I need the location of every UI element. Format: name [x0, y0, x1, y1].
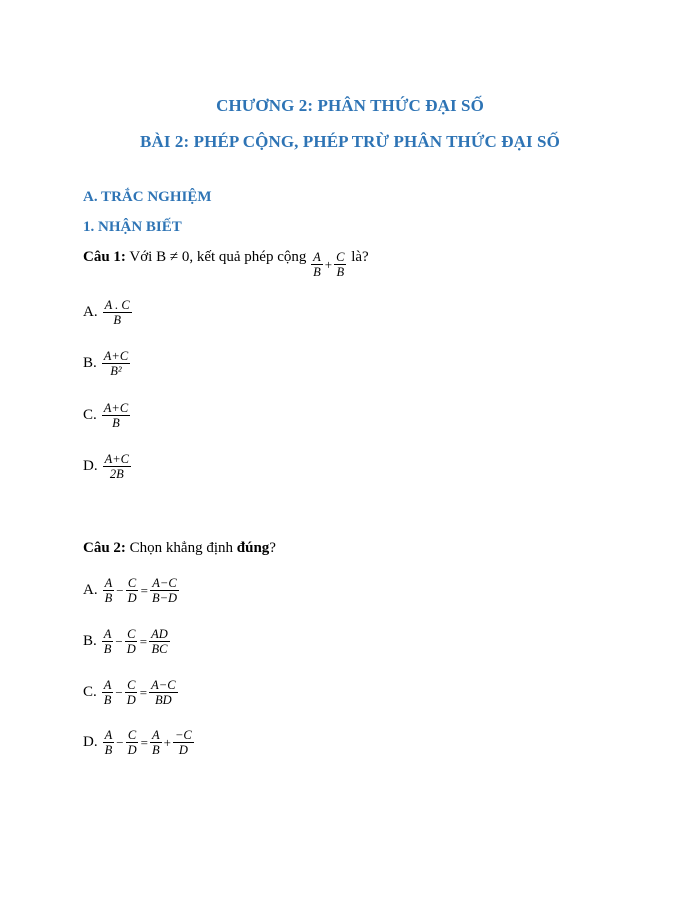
- fraction: $\frac{-C}{D}$: [174, 728, 192, 757]
- fraction: $\frac{A}{B}$: [104, 576, 113, 605]
- q2-option-a[interactable]: A. $\frac{A}{B}$ − $\frac{C}{D}$ = $\frac{A-C}{B-D}$: [83, 576, 180, 605]
- math-expression: $\frac{A}{B}$ − $\frac{C}{D}$ = $\frac{A-C}{B-D}$: [104, 576, 178, 605]
- q1-option-b[interactable]: B. $\frac{A+C}{\text{B²}}$: [83, 349, 129, 378]
- fraction: $\frac{A+C}{\text{B²}}$: [103, 349, 129, 378]
- math-expression: $\frac{A}{B}$ + $\frac{C}{B}$: [313, 250, 345, 279]
- emphasis-word: đúng: [236, 540, 270, 556]
- question-text-end: ?: [269, 540, 276, 556]
- question-text-end: là?: [347, 249, 369, 265]
- question-label: Câu 1:: [83, 249, 126, 265]
- math-expression: $\frac{A}{B}$ − $\frac{C}{D}$ = $\frac{A-C}{BD}$: [103, 678, 176, 707]
- q1-option-c[interactable]: C. $\frac{A+C}{B}$: [83, 401, 129, 430]
- fraction: $\frac{C}{B}$: [336, 250, 345, 279]
- math-expression: $\frac{A}{B}$ − $\frac{C}{D}$ = $\frac{AD}{BC}$: [103, 627, 168, 656]
- fraction: $\frac{A-C}{B-D}$: [151, 576, 178, 605]
- level-heading: 1. NHẬN BIẾT: [83, 219, 182, 235]
- fraction: $\frac{A}{B}$: [151, 728, 160, 757]
- fraction: $\frac{A . C}{B}$: [104, 298, 130, 327]
- question-text: Chọn khẳng định: [125, 540, 237, 556]
- fraction: $\frac{A}{B}$: [103, 627, 112, 656]
- lesson-title: BÀI 2: PHÉP CỘNG, PHÉP TRỪ PHÂN THỨC ĐẠI SỐ: [140, 132, 560, 151]
- fraction: $\frac{A}{B}$: [103, 678, 112, 707]
- chapter-title: CHƯƠNG 2: PHÂN THỨC ĐẠI SỐ: [216, 96, 484, 115]
- fraction: $\frac{C}{D}$: [126, 678, 136, 707]
- fraction: $\frac{A+C}{B}$: [103, 401, 129, 430]
- q1-option-a[interactable]: A. $\frac{A . C}{B}$: [83, 298, 130, 327]
- fraction: $\frac{C}{D}$: [126, 627, 136, 656]
- fraction: $\frac{A}{B}$: [313, 250, 321, 279]
- fraction: $\frac{A+C}{2B}$: [104, 452, 130, 481]
- question-2: [83, 540, 276, 557]
- q2-option-d[interactable]: D. $\frac{A}{B}$ − $\frac{C}{D}$ = $\frac{A}{B}$ + $\frac{-C}{D}$: [83, 728, 195, 757]
- fraction: $\frac{A}{B}$: [104, 728, 113, 757]
- q1-option-d[interactable]: D. $\frac{A+C}{2B}$: [83, 452, 130, 481]
- section-heading: A. TRẮC NGHIỆM: [83, 189, 212, 205]
- fraction: $\frac{A-C}{BD}$: [151, 678, 176, 707]
- fraction: $\frac{AD}{BC}$: [151, 627, 168, 656]
- math-expression: $\frac{A}{B}$ − $\frac{C}{D}$ = $\frac{A}{B}$ + $\frac{-C}{D}$: [104, 728, 192, 757]
- q2-option-c[interactable]: C. $\frac{A}{B}$ − $\frac{C}{D}$ = $\frac{A-C}{BD}$: [83, 678, 179, 707]
- question-label: Câu 2:: [83, 540, 126, 556]
- q2-option-b[interactable]: B. $\frac{A}{B}$ − $\frac{C}{D}$ = $\frac{AD}{BC}$: [83, 627, 171, 656]
- question-1: [83, 249, 369, 279]
- question-text: Với B ≠ 0, kết quả phép cộng: [125, 249, 311, 265]
- fraction: $\frac{C}{D}$: [127, 728, 137, 757]
- fraction: $\frac{C}{D}$: [127, 576, 137, 605]
